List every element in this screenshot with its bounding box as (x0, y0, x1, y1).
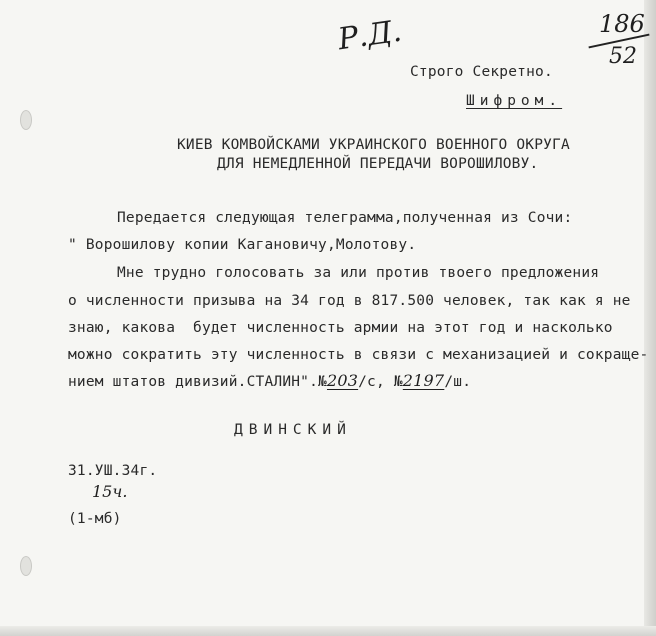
body-line-7 (68, 372, 471, 391)
body-line-1: Передается следующая телеграмма,полученная из Сочи: (117, 210, 573, 226)
document-code: (1-мб) (68, 511, 122, 527)
body-line-4: о численности призыва на 34 год в 817.500 человек, так как я не (68, 293, 631, 309)
handwritten-number-1: 203 (326, 371, 359, 390)
body-line-7-text: нием штатов дивизий.СТАЛИН". (68, 374, 319, 390)
document-date: 31.УШ.34г. (68, 463, 158, 479)
number-sign-2: № (393, 374, 403, 390)
body-line-6: можно сократить эту численность в связи с механизацией и сокраще- (68, 347, 649, 363)
body-line-7-mid: /с, (358, 374, 394, 390)
cipher-marking: Шифром. (466, 93, 563, 109)
body-line-7-end: /ш. (444, 374, 472, 390)
body-line-3: Мне трудно голосовать за или против твоего предложения (117, 265, 600, 281)
archive-number-top: 186 (599, 10, 645, 38)
punch-hole-bottom (20, 556, 32, 576)
handwritten-initials: Р.Д. (335, 13, 404, 58)
signature: ДВИНСКИЙ (234, 422, 352, 438)
paper-edge-bottom (0, 626, 656, 636)
handwritten-time: 15ч. (92, 482, 128, 501)
secrecy-marking: Строго Секретно. (410, 64, 553, 80)
address-line-1: КИЕВ КОМВОЙСКАМИ УКРАИНСКОГО ВОЕННОГО ОКРУГА (177, 137, 570, 153)
paper-edge-right (644, 0, 656, 636)
body-line-5: знаю, какова будет численность армии на этот год и насколько (68, 320, 613, 336)
number-sign-1: № (318, 374, 327, 390)
archive-number-bottom: 52 (609, 44, 637, 69)
address-line-2: ДЛЯ НЕМЕДЛЕННОЙ ПЕРЕДАЧИ ВОРОШИЛОВУ. (217, 156, 539, 172)
handwritten-number-2: 2197 (402, 371, 445, 390)
body-line-2: " Ворошилову копии Кагановичу,Молотову. (68, 237, 417, 253)
punch-hole-top (20, 110, 32, 130)
